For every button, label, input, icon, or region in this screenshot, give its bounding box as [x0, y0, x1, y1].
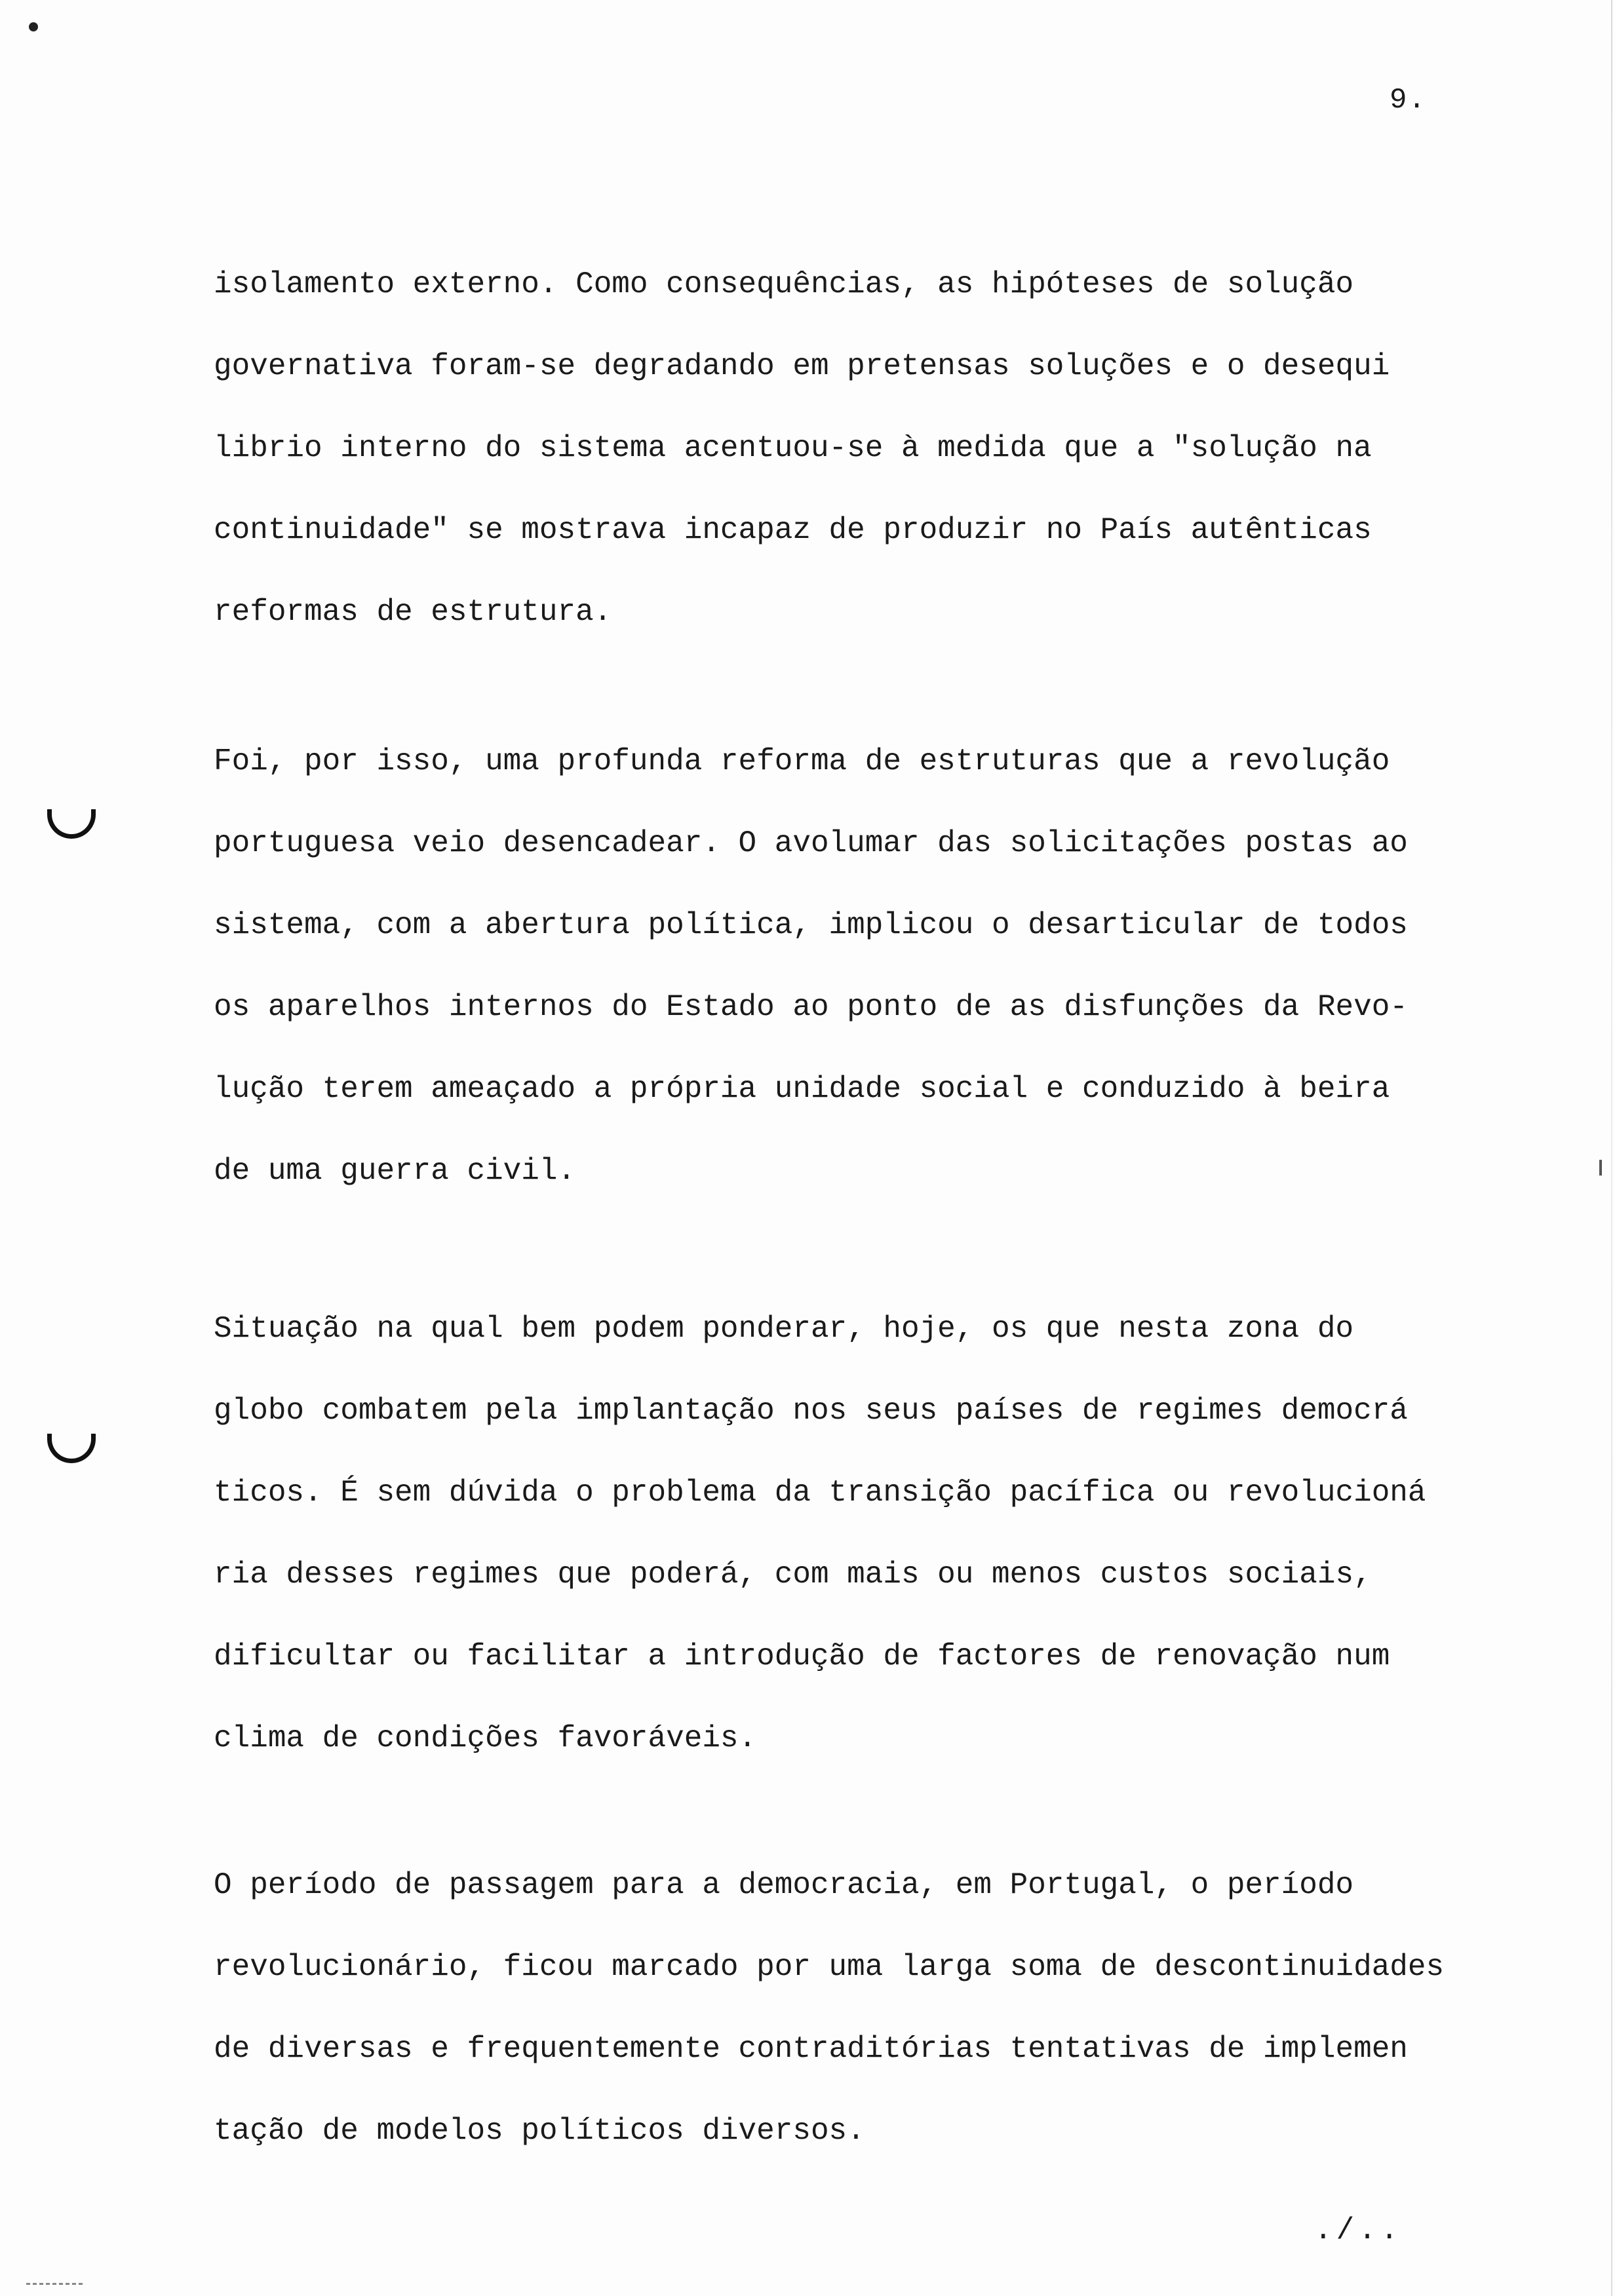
margin-dot-mark — [29, 22, 38, 31]
paragraph — [214, 244, 1531, 653]
text-line: O período de passagem para a democracia, em Portugal, o período — [214, 1868, 1354, 1902]
text-line: ticos. É sem dúvida o problema da transição pacífica ou revolucioná — [214, 1476, 1426, 1510]
text-line: Foi, por isso, uma profunda reforma de estruturas que a revolução — [214, 744, 1390, 778]
paragraph — [214, 1845, 1531, 2172]
text-line: librio interno do sistema acentuou-se à medida que a "solução na — [214, 431, 1372, 465]
paragraph — [214, 721, 1531, 1212]
text-line: os aparelhos internos do Estado ao ponto de as disfunções da Revo- — [214, 990, 1408, 1024]
text-line: tação de modelos políticos diversos. — [214, 2114, 865, 2148]
page-edge-line — [1611, 0, 1612, 2296]
text-line: dificultar ou facilitar a introdução de factores de renovação num — [214, 1639, 1390, 1674]
text-line: isolamento externo. Como consequências, as hipóteses de solução — [214, 267, 1354, 301]
text-line: globo combatem pela implantação nos seus países de regimes democrá — [214, 1394, 1408, 1428]
margin-check-mark — [47, 1434, 96, 1463]
text-line: reformas de estrutura. — [214, 595, 612, 629]
text-line: sistema, com a abertura política, implicou o desarticular de todos — [214, 908, 1408, 942]
page-edge-tick — [1599, 1160, 1602, 1176]
text-line: de diversas e frequentemente contraditórias tentativas de implemen — [214, 2032, 1408, 2066]
text-line: ria desses regimes que poderá, com mais ou menos custos sociais, — [214, 1558, 1372, 1592]
page-number: 9. — [1390, 84, 1427, 117]
text-line: governativa foram-se degradando em pretensas soluções e o desequi — [214, 349, 1390, 383]
text-line: lução terem ameaçado a própria unidade social e conduzido à beira — [214, 1072, 1390, 1106]
text-line: de uma guerra civil. — [214, 1154, 576, 1188]
paragraph — [214, 1288, 1531, 1780]
text-line: clima de condições favoráveis. — [214, 1721, 757, 1755]
text-line: Situação na qual bem podem ponderar, hoje, os que nesta zona do — [214, 1312, 1354, 1346]
text-line: continuidade" se mostrava incapaz de produzir no País autênticas — [214, 513, 1372, 547]
text-line: portuguesa veio desencadear. O avolumar das solicitações postas ao — [214, 826, 1408, 860]
continuation-mark: ./.. — [1314, 2213, 1403, 2248]
margin-check-mark — [47, 809, 96, 839]
bottom-smudge-mark — [26, 2283, 85, 2285]
text-line: revolucionário, ficou marcado por uma larga soma de descontinuidades — [214, 1950, 1445, 1984]
